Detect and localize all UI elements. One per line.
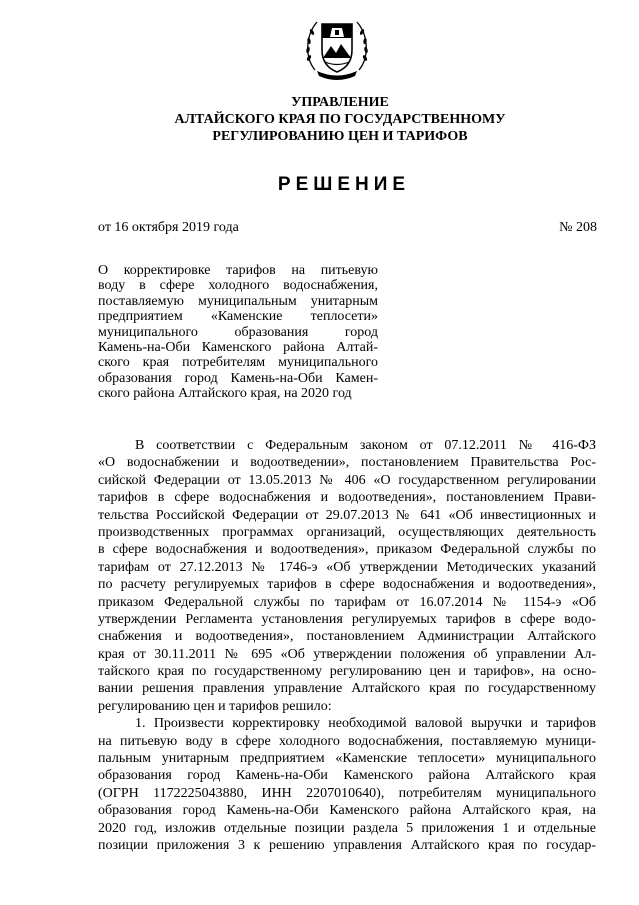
subject-line: О корректировке тарифов на питьевую <box>98 263 378 278</box>
document-body <box>98 437 596 854</box>
body-line: В соответствии с Федеральным законом от 07.12.2011 № 416-ФЗ <box>135 438 596 453</box>
body-line: в сфере водоснабжения и водоотведения», приказом Федеральной службы по <box>98 542 596 558</box>
agency-name <box>150 94 530 145</box>
subject-line: Камень-на-Оби Каменского района Алтай- <box>98 340 378 356</box>
body-line: тельства Российской Федерации от 29.07.2013 № 641 «Об инвестиционных и <box>98 507 596 523</box>
body-line: регулированию цен и тарифов решило: <box>98 698 332 714</box>
subject-line: предприятием «Каменские теплосети» <box>98 309 378 325</box>
body-line: утверждении Регламента установления регулируемых тарифов в сфере водо- <box>98 611 596 627</box>
subject-line: ского края потребителям муниципального <box>98 355 378 371</box>
agency-line: АЛТАЙСКОГО КРАЯ ПО ГОСУДАРСТВЕННОМУ <box>174 112 506 127</box>
agency-line: УПРАВЛЕНИЕ <box>291 95 389 110</box>
subject-line: ского района Алтайского края, на 2020 год <box>98 386 352 402</box>
body-line: позиции приложения 3 к решению управления Алтайского края по государ- <box>98 837 596 853</box>
document-subject <box>98 263 378 402</box>
agency-line: РЕГУЛИРОВАНИЮ ЦЕН И ТАРИФОВ <box>212 129 468 144</box>
subject-line: поставляемую муниципальным унитарным <box>98 293 378 309</box>
body-line: вании решения правления управление Алтайского края по государственному <box>98 681 596 697</box>
coat-of-arms-icon <box>301 10 373 84</box>
body-line: пальным унитарным предприятием «Каменские теплосети» муниципального <box>98 751 596 767</box>
body-line: производственных программах организаций, осуществляющих деятельность <box>98 524 596 540</box>
body-line: тарифов в сфере водоснабжения и водоотведения», постановлением Прави- <box>98 490 596 506</box>
body-line: образования город Камень-на-Оби Каменского района Алтайского края <box>98 768 596 784</box>
body-line: образования город Камень-на-Оби Каменского района Алтайского края, на <box>98 803 596 819</box>
document-number: № 208 <box>559 220 597 235</box>
body-line: 1. Произвести корректировку необходимой валовой выручки и тарифов <box>135 716 596 732</box>
body-line: на питьевую воду в сфере холодного водоснабжения, поставляемую муници- <box>98 733 596 749</box>
body-line: тайского края по государственному регулированию цен и тарифов», на осно- <box>98 664 596 680</box>
subject-line: образования город Камень-на-Оби Камен- <box>98 370 378 386</box>
subject-line: воду в сфере холодного водоснабжения, <box>98 278 378 294</box>
body-line: снабжения и водоотведения», постановлением Администрации Алтайского <box>98 629 596 645</box>
document-date: от 16 октября 2019 года <box>98 220 239 235</box>
body-line: края от 30.11.2011 № 695 «Об утверждении положения об управлении Ал- <box>98 646 596 662</box>
body-line: приказом Федеральной службы по тарифам от 16.07.2014 № 1154-э «Об <box>98 594 596 610</box>
body-line: сийской Федерации от 13.05.2013 № 406 «О государственном регулировании <box>98 472 596 488</box>
body-line: по расчету регулируемых тарифов в сфере водоснабжения и водоотведения», <box>98 577 596 593</box>
subject-line: муниципального образования город <box>98 324 378 340</box>
body-line: 2020 год, изложив отдельные позиции раздела 5 приложения 1 и отдельные <box>98 820 596 836</box>
body-line: тарифам от 27.12.2013 № 1746-э «Об утверждении Методических указаний <box>98 559 596 575</box>
body-line: «О водоснабжении и водоотведении», постановлением Правительства Рос- <box>98 455 596 471</box>
body-line: (ОГРН 1172225043880, ИНН 2207010640), потребителям муниципального <box>98 785 596 801</box>
document-type-title: РЕШЕНИЕ <box>277 174 411 195</box>
